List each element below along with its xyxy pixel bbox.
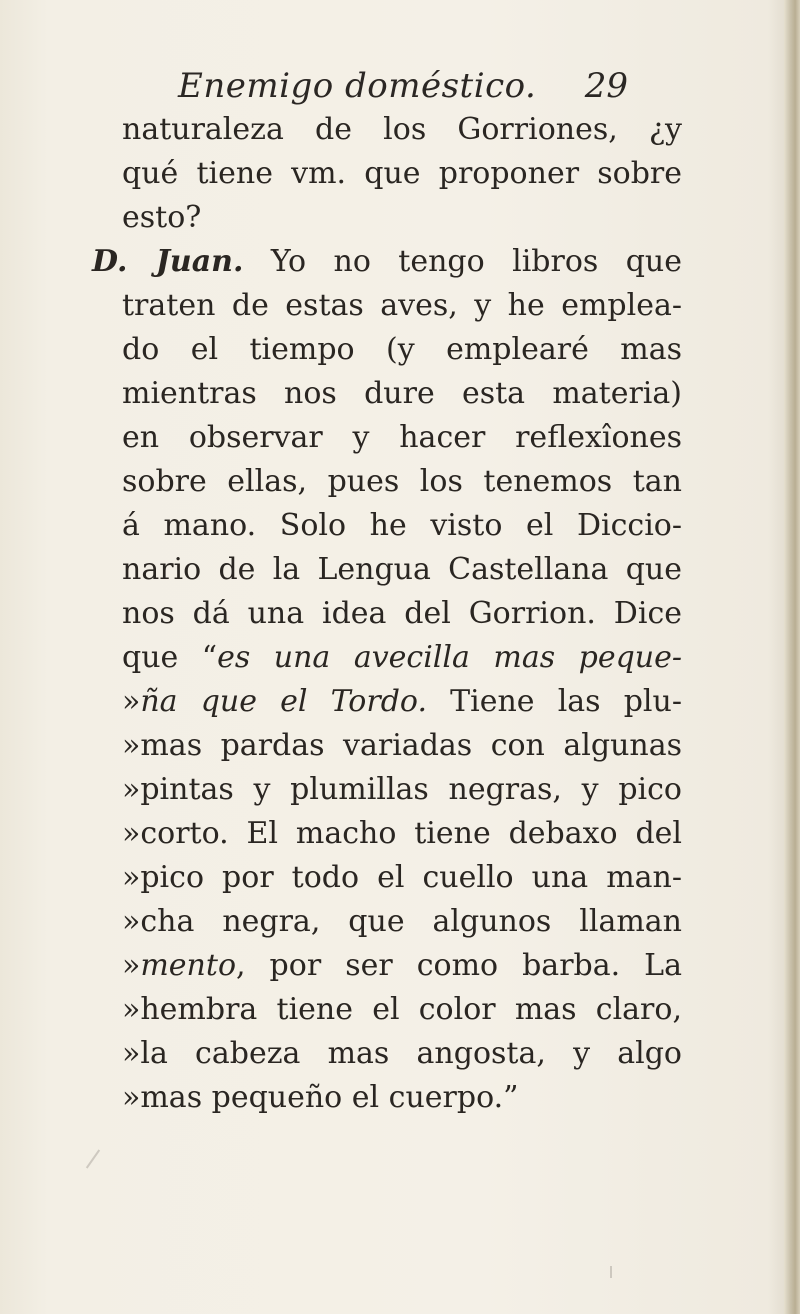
page-header — [168, 66, 628, 114]
text-line: naturaleza de los Gorriones, ¿y — [122, 112, 682, 147]
text-line: »la cabeza mas angosta, y algo — [122, 1036, 682, 1071]
text-line — [122, 636, 682, 680]
text-line — [122, 944, 682, 988]
text-line: nos dá una idea del Gorrion. Dice — [122, 596, 682, 631]
paper-speck — [86, 1149, 100, 1168]
text-line: »hembra tiene el color mas claro, — [122, 992, 682, 1027]
running-title: Enemigo doméstico. — [178, 66, 537, 106]
text-line — [122, 680, 682, 724]
text-line: qué tiene vm. que proponer sobre — [122, 156, 682, 191]
text-line: »pintas y plumillas negras, y pico — [122, 772, 682, 807]
text-line: »mas pardas variadas con algunas — [122, 728, 682, 763]
text-line: »cha negra, que algunos llaman — [122, 904, 682, 939]
quoted-italic: es una avecilla mas peque- — [217, 640, 682, 675]
text-line: en observar y hacer reflexîones — [122, 420, 682, 455]
text-line — [92, 240, 682, 284]
line-segment: que “ — [122, 640, 218, 675]
text-line: traten de estas aves, y he emplea- — [122, 288, 682, 323]
text-line: esto? — [122, 200, 202, 235]
line-segment: Tiene las plu- — [426, 684, 682, 719]
text-line: »corto. El macho tiene debaxo del — [122, 816, 682, 851]
text-line: mientras nos dure esta materia) — [122, 376, 682, 411]
text-line: do el tiempo (y emplearé mas — [122, 332, 682, 367]
page-edge — [784, 0, 800, 1314]
quote-mark: » — [122, 684, 141, 719]
text-line: »pico por todo el cuello una man- — [122, 860, 682, 895]
quote-mark: » — [122, 948, 141, 983]
text-line: nario de la Lengua Castellana que — [122, 552, 682, 587]
page-number: 29 — [584, 66, 628, 106]
speaker-name: D. Juan. — [92, 244, 244, 279]
quoted-italic: ña que el Tordo. — [140, 684, 427, 719]
paper-speck — [610, 1266, 612, 1278]
body-text — [92, 108, 682, 1120]
text-line: á mano. Solo he visto el Diccio- — [122, 508, 682, 543]
quoted-italic: mento — [140, 948, 236, 983]
text-line: »mas pequeño el cuerpo.” — [122, 1080, 519, 1115]
line-segment: Yo no tengo libros que — [243, 244, 682, 279]
line-segment: , por ser como barba. La — [236, 948, 682, 983]
text-line: sobre ellas, pues los tenemos tan — [122, 464, 682, 499]
